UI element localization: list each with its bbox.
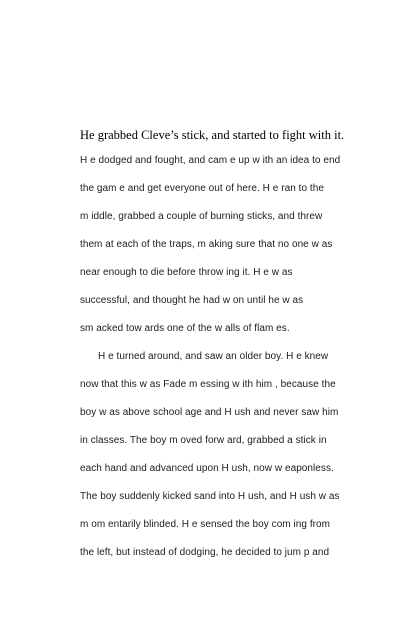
paragraph2-line: the left, but instead of dodging, he decided to jum p and <box>80 547 330 558</box>
paragraph1-line: m iddle, grabbed a couple of burning sticks, and threw <box>80 211 323 222</box>
paragraph2-line: The boy suddenly kicked sand into H ush, and H ush w as <box>80 491 340 502</box>
paragraph2-line: in classes. The boy m oved forw ard, grabbed a stick in <box>80 435 327 446</box>
paragraph1-line: H e dodged and fought, and cam e up w ith an idea to end <box>80 155 341 166</box>
paragraph1-line: sm acked tow ards one of the w alls of flam es. <box>80 323 290 334</box>
paragraph2-line: now that this w as Fade m essing w ith him , because the <box>80 379 336 390</box>
paragraph2-line: H e turned around, and saw an older boy. H e knew <box>98 351 329 362</box>
paragraph1-line: them at each of the traps, m aking sure that no one w as <box>80 239 333 250</box>
paragraph2-line: m om entarily blinded. H e sensed the boy com ing from <box>80 519 331 530</box>
paragraph2-line: boy w as above school age and H ush and never saw him <box>80 407 339 418</box>
paragraph1-line: near enough to die before throw ing it. H e w as <box>80 267 293 278</box>
paragraph1-line: successful, and thought he had w on until he w as <box>80 295 304 306</box>
paragraph2-line: each hand and advanced upon H ush, now w eaponless. <box>80 463 334 474</box>
paragraph1-line: the gam e and get everyone out of here. H e ran to the <box>80 183 324 194</box>
lead-sentence: He grabbed Cleve’s stick, and started to fight with it. <box>80 128 345 142</box>
